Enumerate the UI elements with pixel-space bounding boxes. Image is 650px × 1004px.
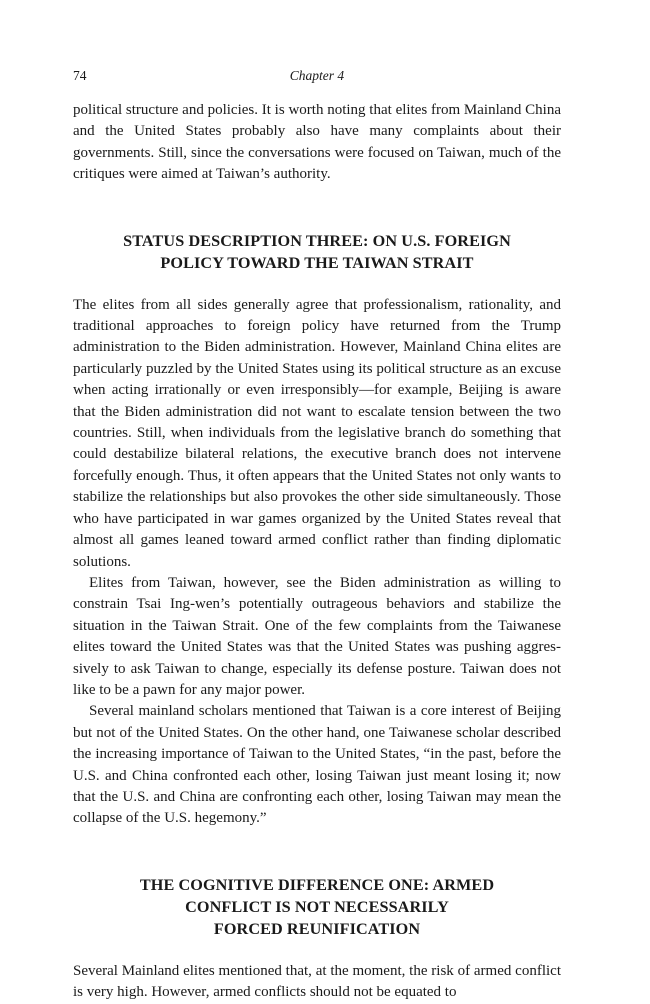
page-number: 74 xyxy=(73,68,87,83)
chapter-label: Chapter 4 xyxy=(289,68,345,83)
body-paragraph: Several mainland scholars mentioned that Taiwan is a core interest of Beijing but not of the United States. On the other hand, one Taiwanese scholar described the increasing importance of Taiwan to the United States, “in the past, before the U.S. and China confronted each other, losing Taiwan just meant losing it; now that the U.S. and China are confronting each other, losing Taiwan may mean the collapse of the U.S. hegemony.” xyxy=(73,703,561,827)
section-heading-cognitive-difference-one xyxy=(73,874,561,940)
heading-line: POLICY TOWARD THE TAIWAN STRAIT xyxy=(160,253,474,272)
intro-paragraph: political structure and policies. It is worth noting that elites from Mainland China and the United States probably also have many complaints about their governments. Still, since the conversations were focused on Taiwan, much of the critiques were aimed at Taiwan’s authority. xyxy=(73,102,561,183)
heading-line: THE COGNITIVE DIFFERENCE ONE: ARMED xyxy=(139,875,495,894)
page-body xyxy=(73,100,561,1004)
body-paragraph: The elites from all sides generally agree that professionalism, rationality, and traditional approaches to foreign policy have returned from the Trump administration to the Biden administration. However, Mainland China elites are particularly puzzled by the United States using its political structure as an excuse when acting irrationally or even irresponsibly—for example, Beijing is aware that the Biden administration did not want to escalate tension between the two countries. Still, when individuals from the legislative branch do something that could destabilize bilateral relations, the executive branch does not intervene forcefully enough. Thus, it often appears that the United States not only wants to stabilize the relationships but also provokes the other side simultaneously. Those who have participated in war games organized by the United States reveal that almost all games leaned toward armed conflict rather than finding diplomatic solutions. xyxy=(73,296,561,570)
body-paragraph: Elites from Taiwan, however, see the Biden administration as willing to constrain Tsai Ing-wen’s potentially outrageous behaviors and stabilize the situation in the Taiwan Strait. One of the few complaints from the Taiwanese elites toward the United States was that the United States was pushing aggressively to ask Taiwan to change, especially its defense posture. Taiwan does not like to be a pawn for any major power. xyxy=(73,574,561,698)
heading-line: STATUS DESCRIPTION THREE: ON U.S. FOREIGN xyxy=(123,231,511,250)
section-heading-status-description-three xyxy=(73,230,561,274)
heading-line: FORCED REUNIFICATION xyxy=(213,919,421,938)
body-paragraph: Several Mainland elites mentioned that, at the moment, the risk of armed conflict is very high. However, armed conflicts should not be equated to xyxy=(73,962,561,1001)
running-head xyxy=(73,68,561,88)
heading-line: CONFLICT IS NOT NECESSARILY xyxy=(185,897,449,916)
